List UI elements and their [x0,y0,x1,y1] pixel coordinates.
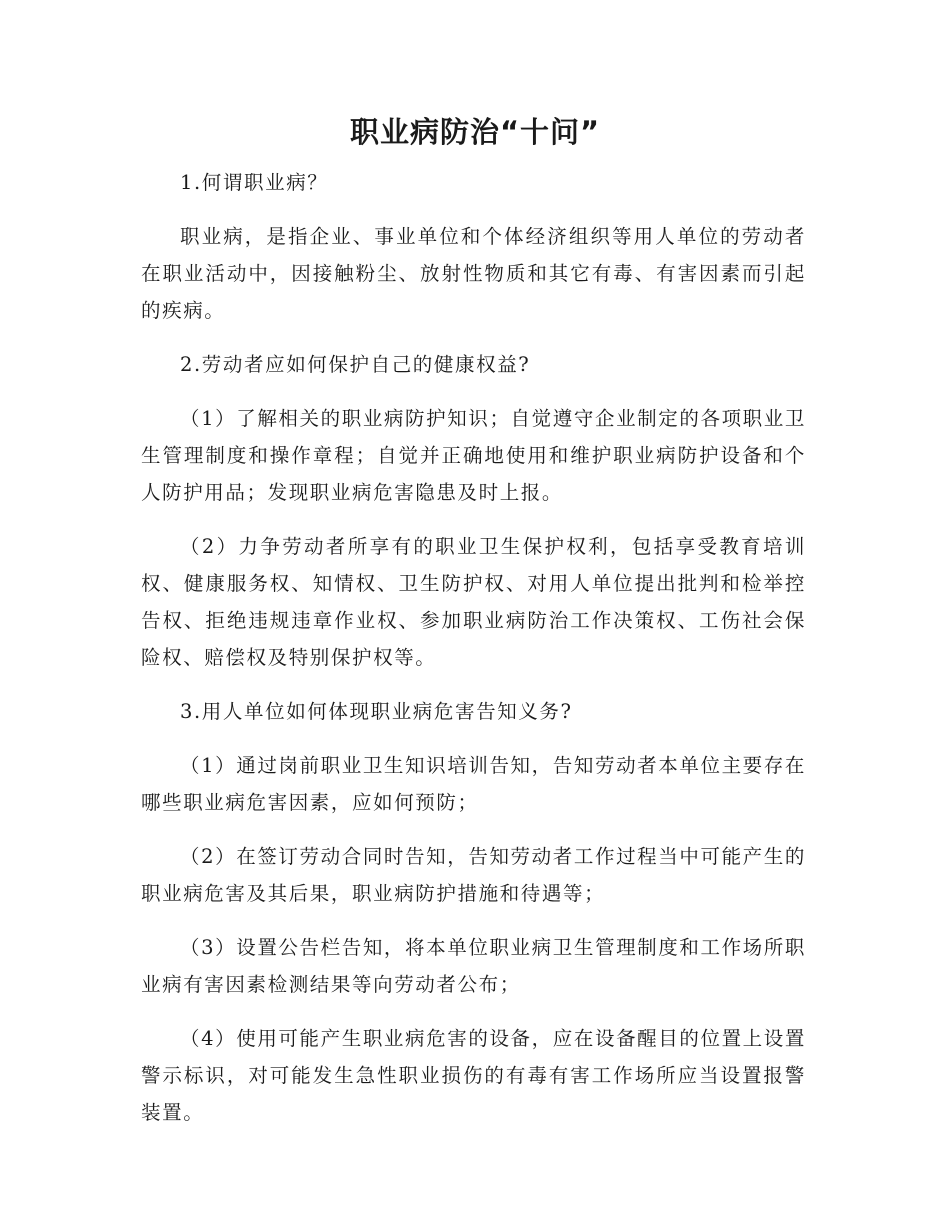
question-1-answer: 职业病，是指企业、事业单位和个体经济组织等用人单位的劳动者在职业活动中，因接触粉尘、放射性物质和其它有毒、有害因素而引起的疾病。 [141,225,806,322]
document-body [141,164,806,1131]
question-2-item-1: （1）了解相关的职业病防护知识；自觉遵守企业制定的各项职业卫生管理制度和操作章程；自觉并正确地使用和维护职业病防护设备和个人防护用品；发现职业病危害隐患及时上报。 [141,407,806,504]
question-3-item-4: （4）使用可能产生职业病危害的设备，应在设备醒目的位置上设置警示标识，对可能发生急性职业损伤的有毒有害工作场所应当设置报警装置。 [141,1027,806,1124]
question-1-heading: 1.何谓职业病？ [180,171,329,194]
document-title: 职业病防治“十问” [349,115,601,149]
question-3-heading: 3.用人单位如何体现职业病危害告知义务? [180,700,573,723]
question-2-heading: 2.劳动者应如何保护自己的健康权益? [180,353,531,376]
question-3-item-2: （2）在签订劳动合同时告知，告知劳动者工作过程当中可能产生的职业病危害及其后果，职业病防护措施和待遇等； [141,845,806,905]
question-2-item-2: （2）力争劳动者所享有的职业卫生保护权利，包括享受教育培训权、健康服务权、知情权、卫生防护权、对用人单位提出批判和检举控告权、拒绝违规违章作业权、参加职业病防治工作决策权、工伤社会保险权、赔偿权及特别保护权等。 [141,535,806,669]
question-3-item-3: （3）设置公告栏告知，将本单位职业病卫生管理制度和工作场所职业病有害因素检测结果等向劳动者公布； [141,936,806,996]
question-3-item-1: （1）通过岗前职业卫生知识培训告知，告知劳动者本单位主要存在哪些职业病危害因素，应如何预防； [141,754,806,814]
